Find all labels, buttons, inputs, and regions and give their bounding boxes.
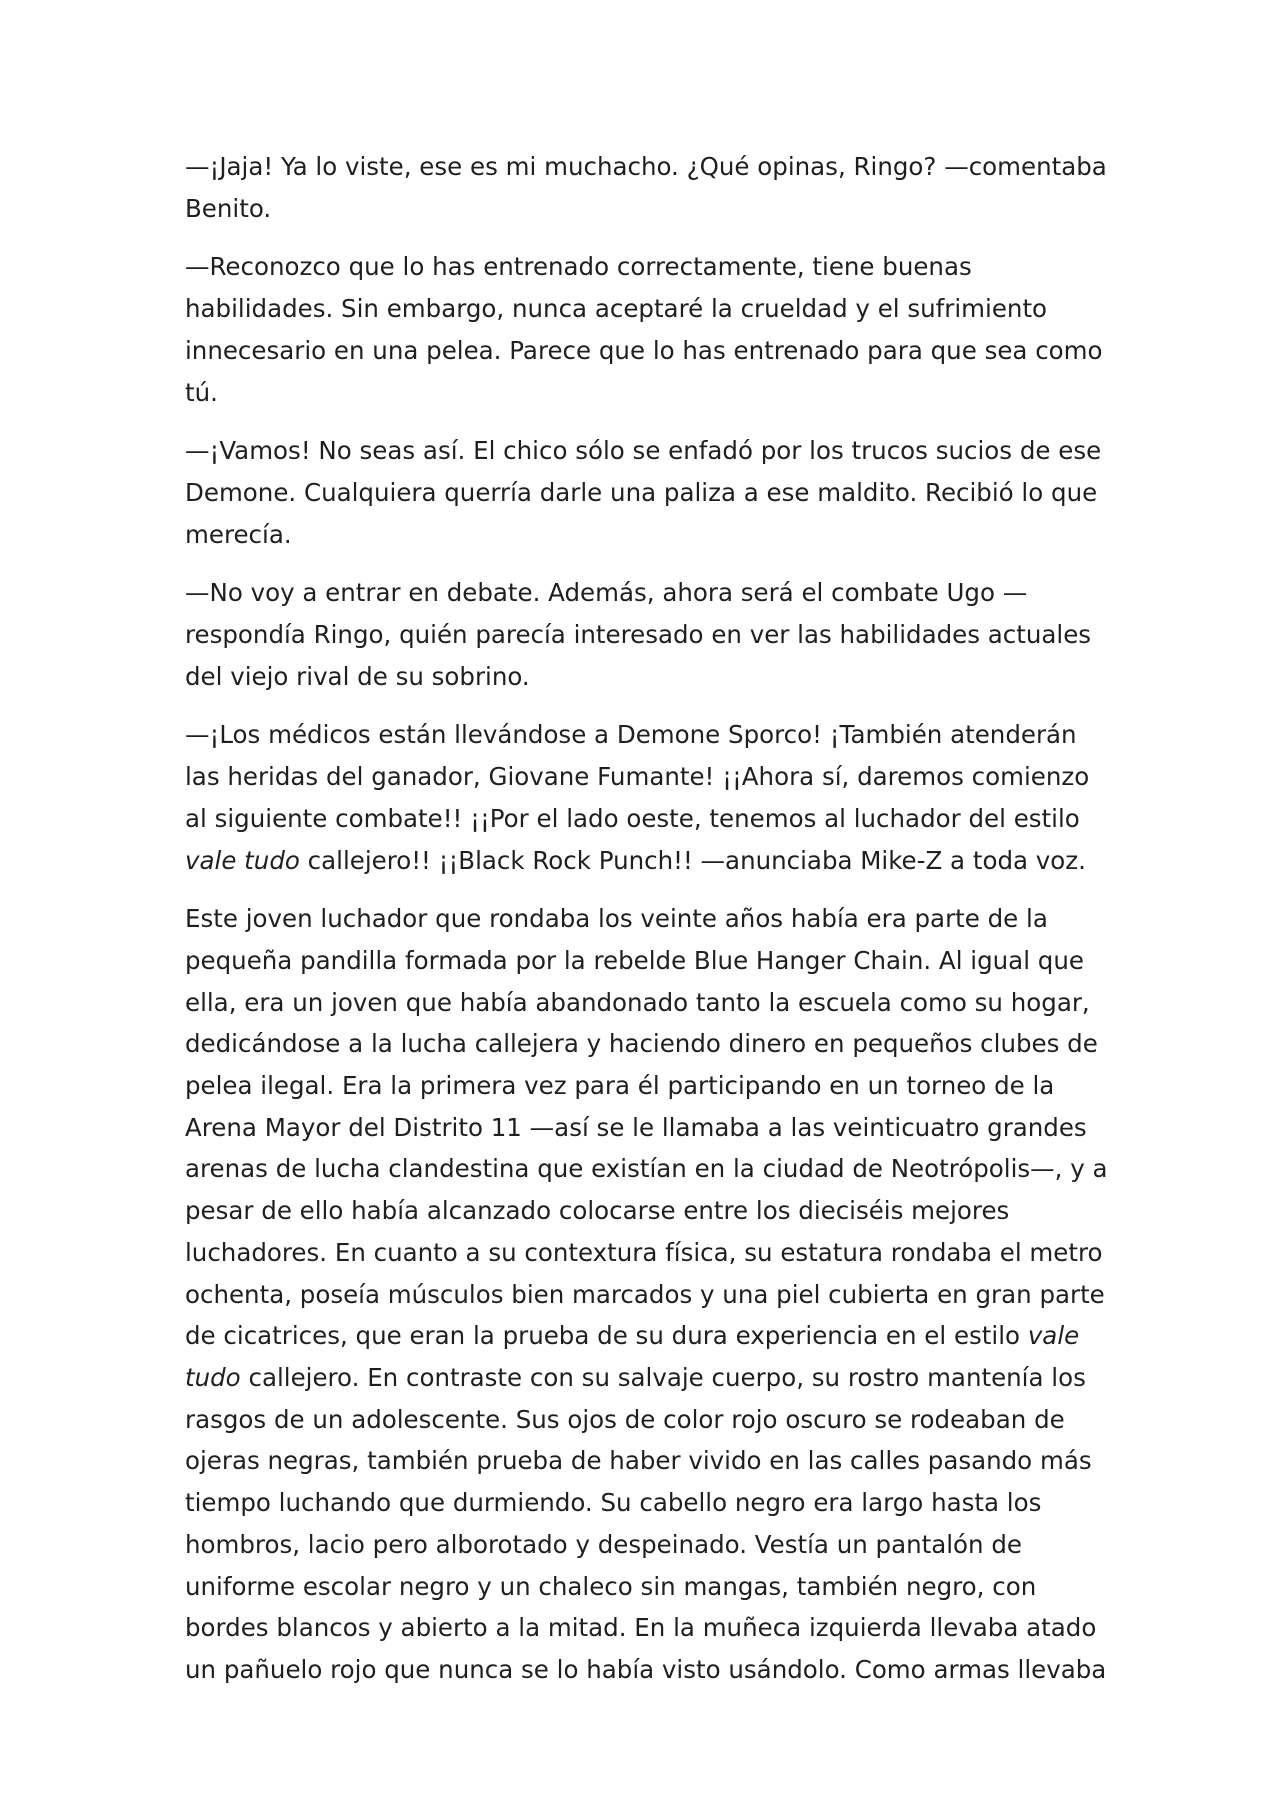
- paragraph-text: callejero. En contraste con su salvaje cuerpo, su rostro mantenía los rasgos de un adolescente. Sus ojos de color rojo oscuro se rodeaban de ojeras negras, también prueba de haber vivido en las calles pasando más tiempo luchando que durmiendo. Su cabello negro era largo hasta los hombros, lacio pero alborotado y despeinado. Vestía un pantalón de uniforme escolar negro y un chaleco sin mangas, también negro, con bordes blancos y abierto a la mitad. En la muñeca izquierda llevaba atado un pañuelo rojo que nunca se lo había visto usándolo. Como armas llevaba: [185, 1362, 1107, 1684]
- paragraph-text: —Reconozco que lo has entrenado correctamente, tiene buenas habilidades. Sin embargo, nunca aceptaré la crueldad y el sufrimiento innecesario en una pelea. Parece que lo has entrenado para que sea como tú.: [185, 252, 1103, 407]
- paragraph-text: —¡Los médicos están llevándose a Demone Sporco! ¡También atenderán las heridas del ganador, Giovane Fumante! ¡¡Ahora sí, daremos comienzo al siguiente combate!! ¡¡Por el lado oeste, tenemos al luchador del estilo: [185, 720, 1090, 833]
- paragraph-text: —No voy a entrar en debate. Además, ahora será el combate Ugo —respondía Ringo, quién parecía interesado en ver las habilidades actuales del viejo rival de su sobrino.: [185, 578, 1092, 691]
- paragraph: [185, 146, 1115, 229]
- paragraph: [185, 246, 1115, 413]
- text-body: [185, 146, 1115, 1691]
- italic-term: vale tudo: [185, 1321, 1080, 1392]
- paragraph-text: callejero!! ¡¡Black Rock Punch!! —anunciaba Mike-Z a toda voz.: [299, 845, 1086, 875]
- italic-term: vale tudo: [185, 845, 300, 875]
- paragraph: [185, 714, 1115, 881]
- paragraph-text: Este joven luchador que rondaba los veinte años había era parte de la pequeña pandilla formada por la rebelde Blue Hanger Chain. Al igual que ella, era un joven que había abandonado tanto la escuela como su hogar, dedicándose a la lucha callejera y haciendo dinero en pequeños clubes de pelea ilegal. Era la primera vez para él participando en un torneo de la Arena Mayor del Distrito 11 —así se le llamaba a las veinticuatro grandes arenas de lucha clandestina que existían en la ciudad de Neotrópolis—, y a pesar de ello había alcanzado colocarse entre los dieciséis mejores luchadores. En cuanto a su contextura física, su estatura rondaba el metro ochenta, poseía músculos bien marcados y una piel cubierta en gran parte de cicatrices, que eran la prueba de su dura experiencia en el estilo: [185, 904, 1108, 1351]
- paragraph-text: —¡Vamos! No seas así. El chico sólo se enfadó por los trucos sucios de ese Demone. Cualquiera querría darle una paliza a ese maldito. Recibió lo que merecía.: [185, 436, 1102, 549]
- paragraph-text: —¡Jaja! Ya lo viste, ese es mi muchacho. ¿Qué opinas, Ringo? —comentaba Benito.: [185, 152, 1107, 223]
- paragraph: [185, 898, 1115, 1690]
- paragraph: [185, 572, 1115, 697]
- paragraph: [185, 430, 1115, 555]
